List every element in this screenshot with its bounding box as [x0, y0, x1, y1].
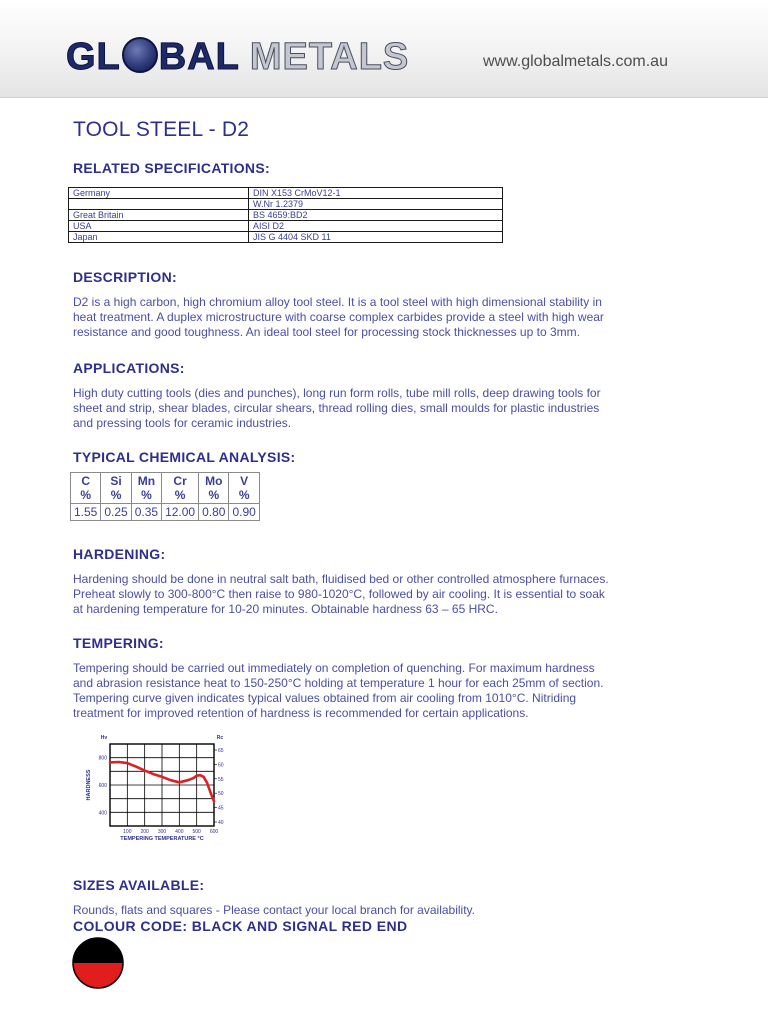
right-tick-label: 55: [218, 776, 224, 783]
spec-row: [69, 232, 503, 243]
element-header: [162, 473, 199, 504]
x-tick-label: 400: [175, 829, 184, 835]
applications-heading: APPLICATIONS:: [73, 360, 185, 376]
logo-word-global: GL BAL: [66, 36, 240, 78]
right-tick-label: 40: [218, 820, 224, 826]
right-axis-unit: Rc: [216, 735, 224, 741]
disc-black-half: [73, 938, 123, 963]
element-header: [131, 473, 161, 504]
hardening-heading: HARDENING:: [73, 546, 166, 562]
spec-row: [69, 199, 503, 210]
element-header: [199, 473, 229, 504]
element-value: 0.90: [229, 504, 259, 521]
globe-icon: [122, 37, 158, 73]
spec-country: Germany: [69, 188, 249, 199]
text-line: Tempering should be carried out immediately on completion of quenching. For maximum hardness: [73, 661, 595, 675]
text-line: D2 is a high carbon, high chromium alloy tool steel. It is a tool steel with high dimensional stability in: [73, 295, 602, 309]
spec-standard: BS 4659:BD2: [249, 210, 503, 221]
element-symbol: C: [81, 474, 91, 488]
colour-code-label: COLOUR CODE: BLACK AND SIGNAL RED END: [73, 918, 408, 934]
chemical-analysis-heading: TYPICAL CHEMICAL ANALYSIS:: [73, 449, 296, 465]
element-symbol: Mn: [137, 474, 156, 488]
sizes-heading: SIZES AVAILABLE:: [73, 877, 205, 893]
spec-country: USA: [69, 221, 249, 232]
description-heading: DESCRIPTION:: [73, 269, 177, 285]
text-line: treatment for improved retention of hardness is recommended for certain applications.: [73, 706, 529, 720]
spec-standard: DIN X153 CrMoV12-1: [249, 188, 503, 199]
element-unit: %: [110, 488, 122, 502]
spec-standard: W.Nr 1.2379: [249, 199, 503, 210]
colour-code-disc: [72, 937, 124, 989]
spec-standard: AISI D2: [249, 221, 503, 232]
spec-country: [69, 199, 249, 210]
element-symbol: Si: [110, 474, 122, 488]
element-symbol: Cr: [173, 474, 187, 488]
text-line: Hardening should be done in neutral salt bath, fluidised bed or other controlled atmosphere furnaces.: [73, 572, 609, 586]
spec-row: [69, 221, 503, 232]
element-value: 1.55: [71, 504, 101, 521]
website-link[interactable]: www.globalmetals.com.au: [483, 53, 668, 70]
right-tick-label: 50: [218, 791, 224, 798]
right-tick-label: 65: [218, 748, 224, 754]
element-symbol: Mo: [205, 474, 223, 488]
tempering-heading: TEMPERING:: [73, 635, 164, 651]
element-unit: %: [208, 488, 220, 502]
element-header: [101, 473, 131, 504]
left-tick-label: 600: [98, 783, 107, 789]
applications-text: [73, 386, 653, 431]
sizes-text: Rounds, flats and squares - Please contact your local branch for availability.: [73, 903, 475, 917]
global-metals-logo: [66, 36, 416, 78]
element-unit: %: [141, 488, 152, 502]
right-tick-label: 45: [218, 805, 224, 812]
text-line: at hardening temperature for 10-20 minutes. Obtainable hardness 63 – 65 HRC.: [73, 602, 498, 616]
x-tick-label: 100: [123, 829, 132, 835]
spec-standard: JIS G 4404 SKD 11: [249, 232, 503, 243]
element-value: 0.25: [101, 504, 131, 521]
element-unit: %: [174, 488, 186, 502]
x-tick-label: 600: [209, 829, 219, 835]
x-tick-label: 200: [140, 829, 149, 835]
disc-red-half: [73, 963, 123, 988]
text-line: and abrasion resistance heat to 150-250°C holding at temperature 1 hour for each 25mm of section.: [73, 676, 604, 690]
x-axis-label: TEMPERING TEMPERATURE °C: [120, 836, 204, 842]
spec-country: Great Britain: [69, 210, 249, 221]
related-specs-table: [68, 187, 503, 243]
text-line: and pressing tools for ceramic industries.: [73, 416, 292, 430]
tempering-curve-chart: [82, 730, 242, 860]
hardening-text: [73, 572, 653, 617]
tempering-text: [73, 661, 653, 721]
left-tick-label: 400: [98, 810, 107, 817]
right-tick-label: 60: [218, 762, 224, 769]
chemical-analysis-table: [70, 472, 260, 521]
spec-country: Japan: [69, 232, 249, 243]
element-header: [229, 473, 259, 504]
element-value: 0.35: [131, 504, 161, 521]
logo-word-metals: METALS: [249, 36, 410, 78]
related-specs-heading: RELATED SPECIFICATIONS:: [73, 160, 270, 176]
page-header: [0, 0, 768, 98]
element-unit: %: [80, 488, 92, 502]
text-line: High duty cutting tools (dies and punches), long run form rolls, tube mill rolls, deep drawing tools for: [73, 386, 601, 400]
text-line: sheet and strip, shear blades, circular shears, thread rolling dies, small moulds for plastic industries: [73, 401, 600, 415]
y-axis-label: HARDNESS: [86, 769, 92, 801]
text-line: Tempering curve given indicates typical values obtained from air cooling from 1010°C. Nitriding: [73, 691, 577, 705]
left-tick-label: 800: [98, 755, 107, 762]
page-title: TOOL STEEL - D2: [73, 118, 250, 141]
element-value: 0.80: [199, 504, 229, 521]
element-header: [71, 473, 101, 504]
text-line: resistance and good toughness. An ideal tool steel for processing stock thicknesses up to 3mm.: [73, 325, 580, 339]
element-symbol: V: [240, 474, 249, 488]
element-value: 12.00: [162, 504, 199, 521]
text-line: Preheat slowly to 300-800°C then raise to 980-1020°C, followed by air cooling. It is essential to soak: [73, 587, 605, 601]
spec-row: [69, 188, 503, 199]
x-tick-label: 300: [157, 829, 167, 835]
text-line: heat treatment. A duplex microstructure with coarse complex carbides provide a steel with high wear: [73, 310, 604, 324]
spec-row: [69, 210, 503, 221]
left-axis-unit: Hv: [100, 735, 108, 741]
element-unit: %: [238, 488, 250, 502]
x-tick-label: 500: [192, 829, 201, 835]
description-text: [73, 295, 653, 340]
